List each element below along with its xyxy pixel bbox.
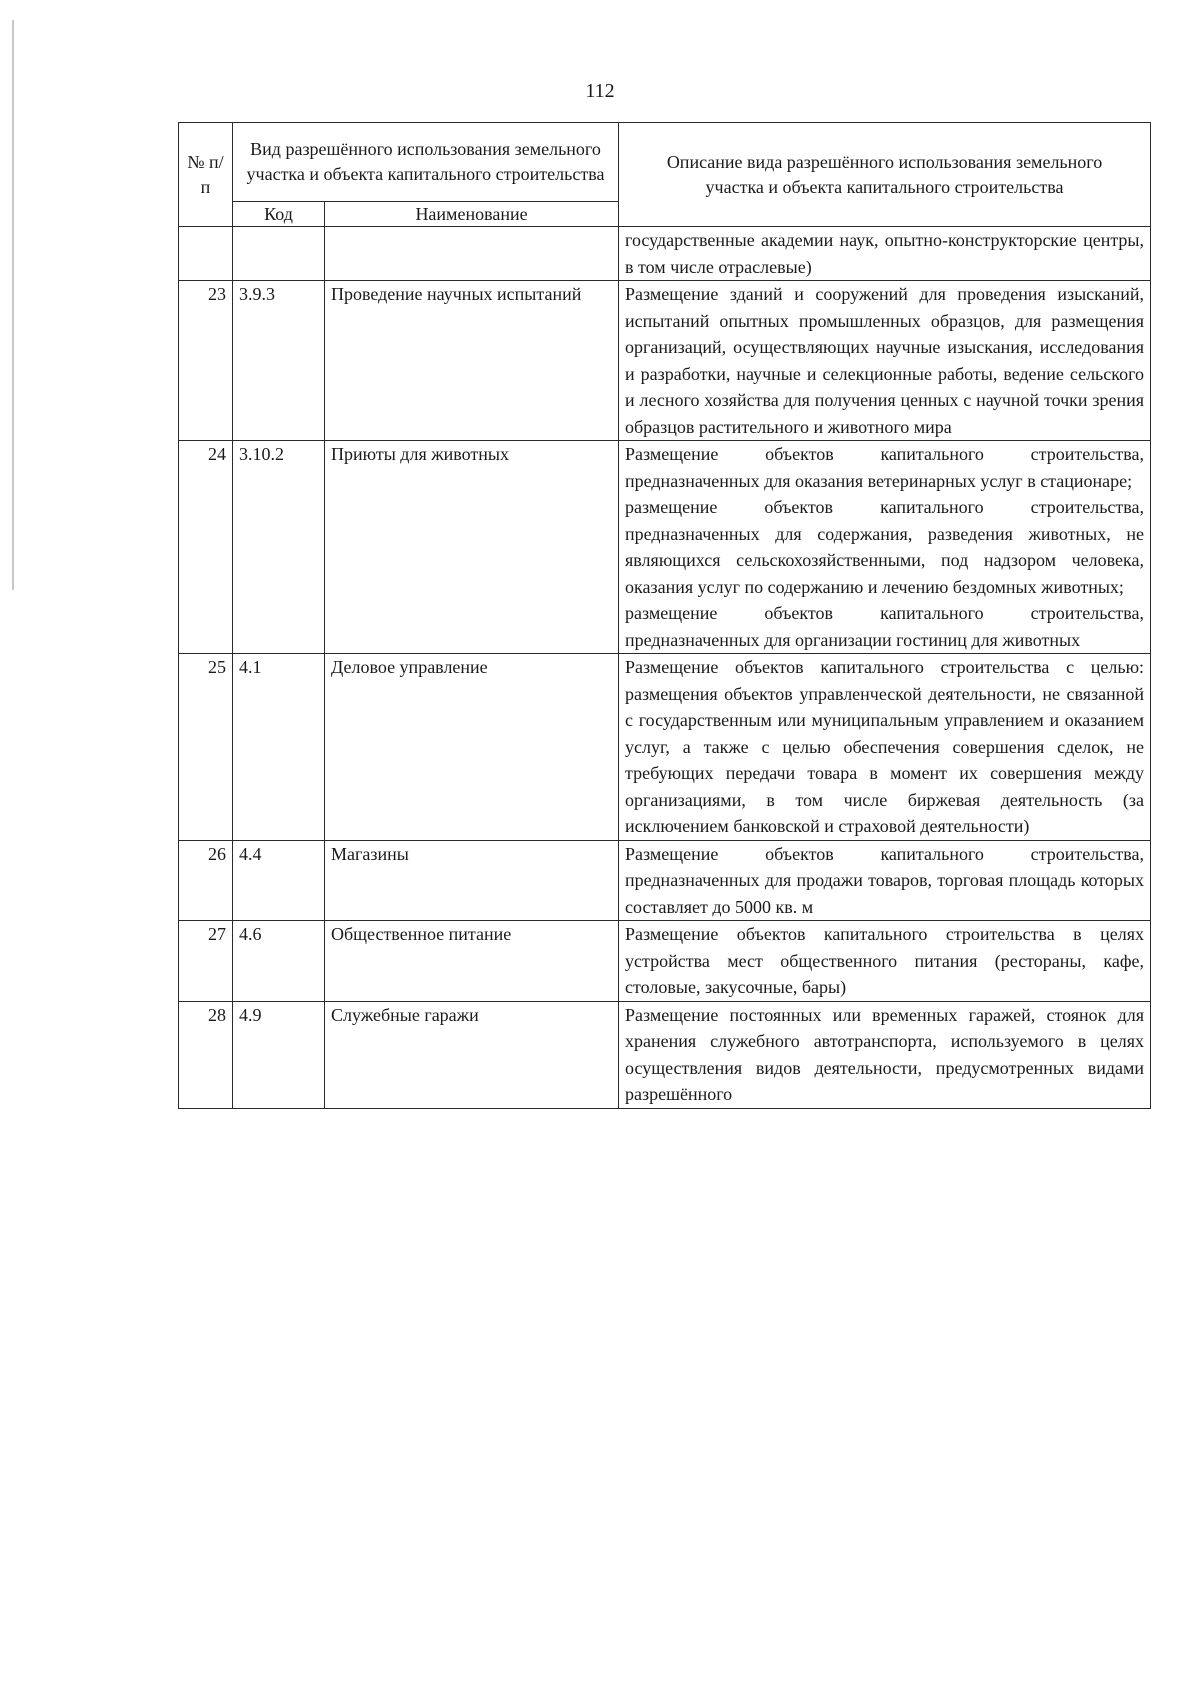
row-number: 25	[179, 654, 233, 841]
row-description	[619, 654, 1151, 841]
row-description	[619, 921, 1151, 1002]
description-paragraph: Размещение зданий и сооружений для проведения изысканий, испытаний опытных промышленных образцов, для размещения организаций, осуществляющих научные изыскания, исследования и разработки, научные и селекционные работы, ведение сельского и лесного хозяйства для получения ценных с научной точки зрения образцов растительного и животного мира	[625, 284, 1145, 437]
row-description	[619, 281, 1151, 441]
header-desc: Описание вида разрешённого использования земельного участка и объекта капитального строительства	[619, 123, 1151, 227]
row-code: 3.9.3	[233, 281, 325, 441]
row-code: 4.9	[233, 1001, 325, 1108]
page-number: 112	[585, 80, 615, 102]
row-number: 24	[179, 441, 233, 654]
row-description	[619, 840, 1151, 921]
table-row	[179, 654, 1151, 841]
land-use-table	[178, 122, 1151, 1109]
row-code	[233, 227, 325, 281]
header-num: № п/п	[179, 123, 233, 227]
row-number: 27	[179, 921, 233, 1002]
table-body	[179, 227, 1151, 1109]
row-name: Проведение научных испытаний	[325, 281, 619, 441]
header-code: Код	[233, 202, 325, 227]
row-number: 26	[179, 840, 233, 921]
header-vid: Вид разрешённого использования земельного участка и объекта капитального строительства	[233, 123, 619, 202]
row-number: 23	[179, 281, 233, 441]
scan-edge-line	[12, 20, 14, 590]
row-code: 4.1	[233, 654, 325, 841]
row-name: Деловое управление	[325, 654, 619, 841]
row-name: Общественное питание	[325, 921, 619, 1002]
row-code: 4.6	[233, 921, 325, 1002]
row-name	[325, 227, 619, 281]
row-name: Приюты для животных	[325, 441, 619, 654]
table-row	[179, 921, 1151, 1002]
table-row	[179, 227, 1151, 281]
row-description	[619, 227, 1151, 281]
description-paragraph: Размещение объектов капитального строительства, предназначенных для продажи товаров, торговая площадь которых составляет до 5000 кв. м	[625, 843, 1145, 917]
row-number	[179, 227, 233, 281]
description-paragraph: размещение объектов капитального строительства, предназначенных для организации гостиниц для животных	[625, 603, 1145, 650]
table-row	[179, 281, 1151, 441]
description-paragraph: Размещение объектов капитального строительства с целью: размещения объектов управленческой деятельности, не связанной с государственным или муниципальным управлением и оказанием услуг, а также с целью обеспечения совершения сделок, не требующих передачи товара в момент их совершения между организациями, в том числе биржевая деятельность (за исключением банковской и страховой деятельности)	[625, 657, 1145, 836]
description-paragraph: Размещение объектов капитального строительства, предназначенных для оказания ветеринарных услуг в стационаре;	[625, 444, 1145, 491]
row-description	[619, 1001, 1151, 1108]
description-paragraph: размещение объектов капитального строительства, предназначенных для содержания, разведения животных, не являющихся сельскохозяйственными, под надзором человека, оказания услуг по содержанию и лечению бездомных животных;	[625, 497, 1145, 597]
row-name: Служебные гаражи	[325, 1001, 619, 1108]
description-paragraph: Размещение постоянных или временных гаражей, стоянок для хранения служебного автотранспорта, используемого в целях осуществления видов деятельности, предусмотренных видами разрешённого	[625, 1004, 1145, 1104]
row-name: Магазины	[325, 840, 619, 921]
table-row	[179, 1001, 1151, 1108]
row-number: 28	[179, 1001, 233, 1108]
description-paragraph: государственные академии наук, опытно-конструкторские центры, в том числе отраслевые)	[625, 230, 1145, 277]
table-row	[179, 840, 1151, 921]
table-row	[179, 441, 1151, 654]
description-paragraph: Размещение объектов капитального строительства в целях устройства мест общественного питания (рестораны, кафе, столовые, закусочные, бары)	[625, 924, 1145, 997]
header-name: Наименование	[325, 202, 619, 227]
row-code: 3.10.2	[233, 441, 325, 654]
row-code: 4.4	[233, 840, 325, 921]
row-description	[619, 441, 1151, 654]
